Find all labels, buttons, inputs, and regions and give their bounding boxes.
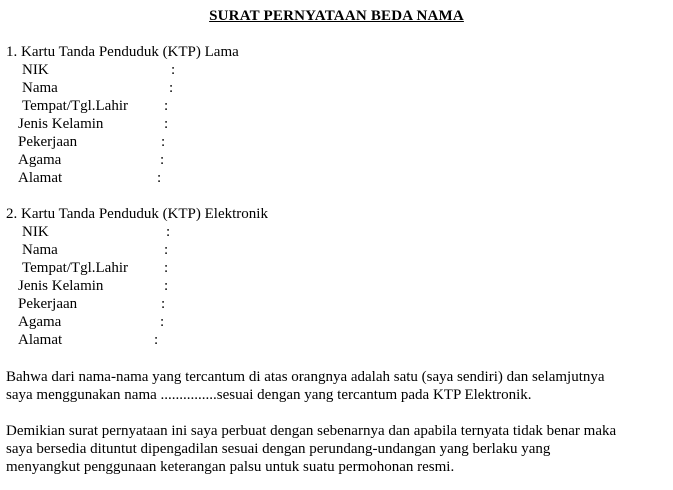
section-1-heading: 1. Kartu Tanda Penduduk (KTP) Lama xyxy=(6,44,239,60)
statement-paragraph xyxy=(6,368,666,404)
s1-colon-tempat-lahir: : xyxy=(164,98,169,114)
s2-colon-pekerjaan: : xyxy=(161,296,166,312)
s2-field-nama: Nama xyxy=(22,242,58,258)
s2-field-tempat-lahir: Tempat/Tgl.Lahir xyxy=(22,260,128,276)
s2-colon-agama: : xyxy=(160,314,165,330)
s2-field-alamat: Alamat xyxy=(18,332,63,348)
s2-colon-nama: : xyxy=(164,242,169,258)
s1-colon-nama: : xyxy=(169,80,174,96)
s1-field-pekerjaan: Pekerjaan xyxy=(18,134,78,150)
closing-line-3: menyangkut penggunaan keterangan palsu untuk suatu permohonan resmi. xyxy=(6,459,455,475)
s1-colon-agama: : xyxy=(160,152,165,168)
s2-colon-jenis-kelamin: : xyxy=(164,278,169,294)
s1-field-nik: NIK xyxy=(22,62,49,78)
s2-colon-alamat: : xyxy=(154,332,159,348)
s1-colon-pekerjaan: : xyxy=(161,134,166,150)
s1-colon-jenis-kelamin: : xyxy=(164,116,169,132)
s2-colon-nik: : xyxy=(166,224,171,240)
s1-field-agama: Agama xyxy=(18,152,62,168)
s1-colon-alamat: : xyxy=(157,170,162,186)
closing-line-1: Demikian surat pernyataan ini saya perbuat dengan sebenarnya dan apabila ternyata tidak benar maka xyxy=(6,423,617,439)
s2-field-pekerjaan: Pekerjaan xyxy=(18,296,78,312)
s1-field-alamat: Alamat xyxy=(18,170,63,186)
document-title: SURAT PERNYATAAN BEDA NAMA xyxy=(209,8,464,24)
section-2-heading: 2. Kartu Tanda Penduduk (KTP) Elektronik xyxy=(6,206,268,222)
s2-field-nik: NIK xyxy=(22,224,49,240)
closing-paragraph xyxy=(6,422,666,476)
s2-field-jenis-kelamin: Jenis Kelamin xyxy=(18,278,104,294)
closing-line-2: saya bersedia dituntut dipengadilan sesuai dengan perundang-undangan yang berlaku yang xyxy=(6,441,551,457)
s1-field-tempat-lahir: Tempat/Tgl.Lahir xyxy=(22,98,128,114)
statement-line-1: Bahwa dari nama-nama yang tercantum di atas orangnya adalah satu (saya sendiri) dan selamjutnya xyxy=(6,369,605,385)
s1-field-jenis-kelamin: Jenis Kelamin xyxy=(18,116,104,132)
s1-field-nama: Nama xyxy=(22,80,58,96)
s2-colon-tempat-lahir: : xyxy=(164,260,169,276)
s1-colon-nik: : xyxy=(171,62,176,78)
statement-line-2: saya menggunakan nama ...............sesuai dengan yang tercantum pada KTP Elektronik. xyxy=(6,387,532,403)
s2-field-agama: Agama xyxy=(18,314,62,330)
